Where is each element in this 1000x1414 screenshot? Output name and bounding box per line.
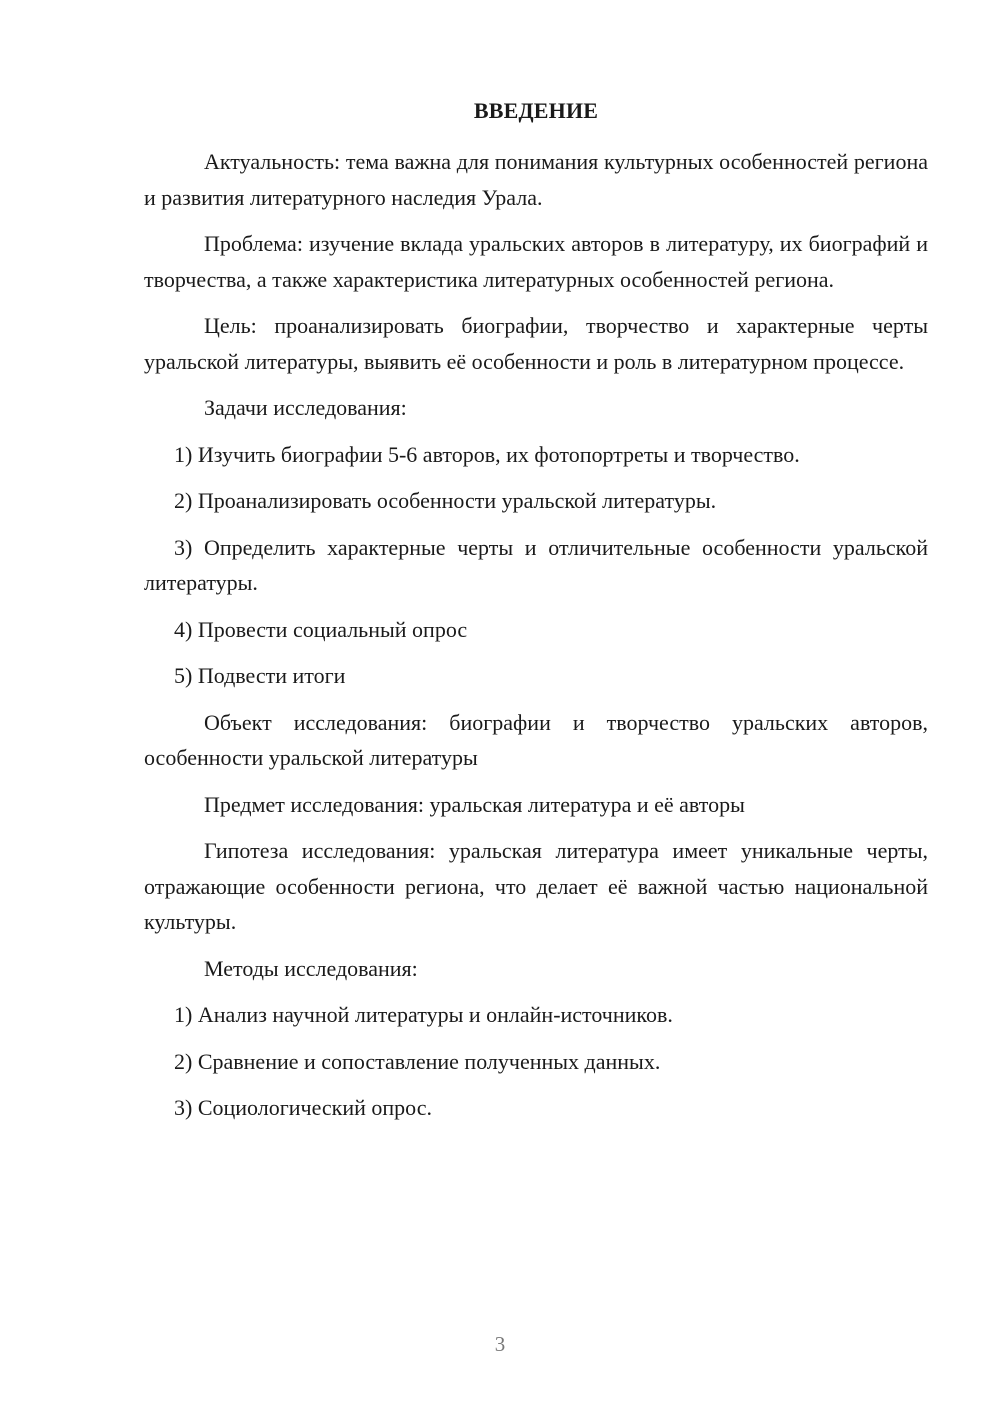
task-item: 4) Провести социальный опрос xyxy=(174,616,468,642)
task-item: 3) Определить характерные черты и отличительные особенности уральской литературы. xyxy=(144,534,928,595)
relevance-paragraph: Актуальность: тема важна для понимания культурных особенностей региона и развития литературного наследия Урала. xyxy=(144,149,928,210)
hypothesis-paragraph: Гипотеза исследования: уральская литература имеет уникальные черты, отражающие особенности региона, что делает её важной частью национальной культуры. xyxy=(144,838,928,934)
task-item: 1) Изучить биографии 5-6 авторов, их фотопортреты и творчество. xyxy=(174,441,800,467)
subject-paragraph: Предмет исследования: уральская литература и её авторы xyxy=(204,791,745,817)
method-item: 1) Анализ научной литературы и онлайн-источников. xyxy=(174,1002,673,1027)
methods-heading: Методы исследования: xyxy=(204,955,418,981)
problem-paragraph: Проблема: изучение вклада уральских авторов в литературу, их биографий и творчества, а также характеристика литературных особенностей региона. xyxy=(144,231,928,292)
object-paragraph: Объект исследования: биографии и творчество уральских авторов, особенности уральской литературы xyxy=(144,709,928,770)
task-item: 2) Проанализировать особенности уральской литературы. xyxy=(174,488,717,513)
page-number: 3 xyxy=(494,1332,506,1356)
task-item: 5) Подвести итоги xyxy=(174,663,346,688)
page-content xyxy=(144,96,928,1137)
section-title: ВВЕДЕНИЕ xyxy=(473,98,599,123)
goal-paragraph: Цель: проанализировать биографии, творчество и характерные черты уральской литературы, выявить её особенности и роль в литературном процессе. xyxy=(144,313,928,374)
method-item: 2) Сравнение и сопоставление полученных данных. xyxy=(174,1048,661,1074)
tasks-heading: Задачи исследования: xyxy=(204,395,407,420)
method-item: 3) Социологический опрос. xyxy=(174,1095,432,1120)
